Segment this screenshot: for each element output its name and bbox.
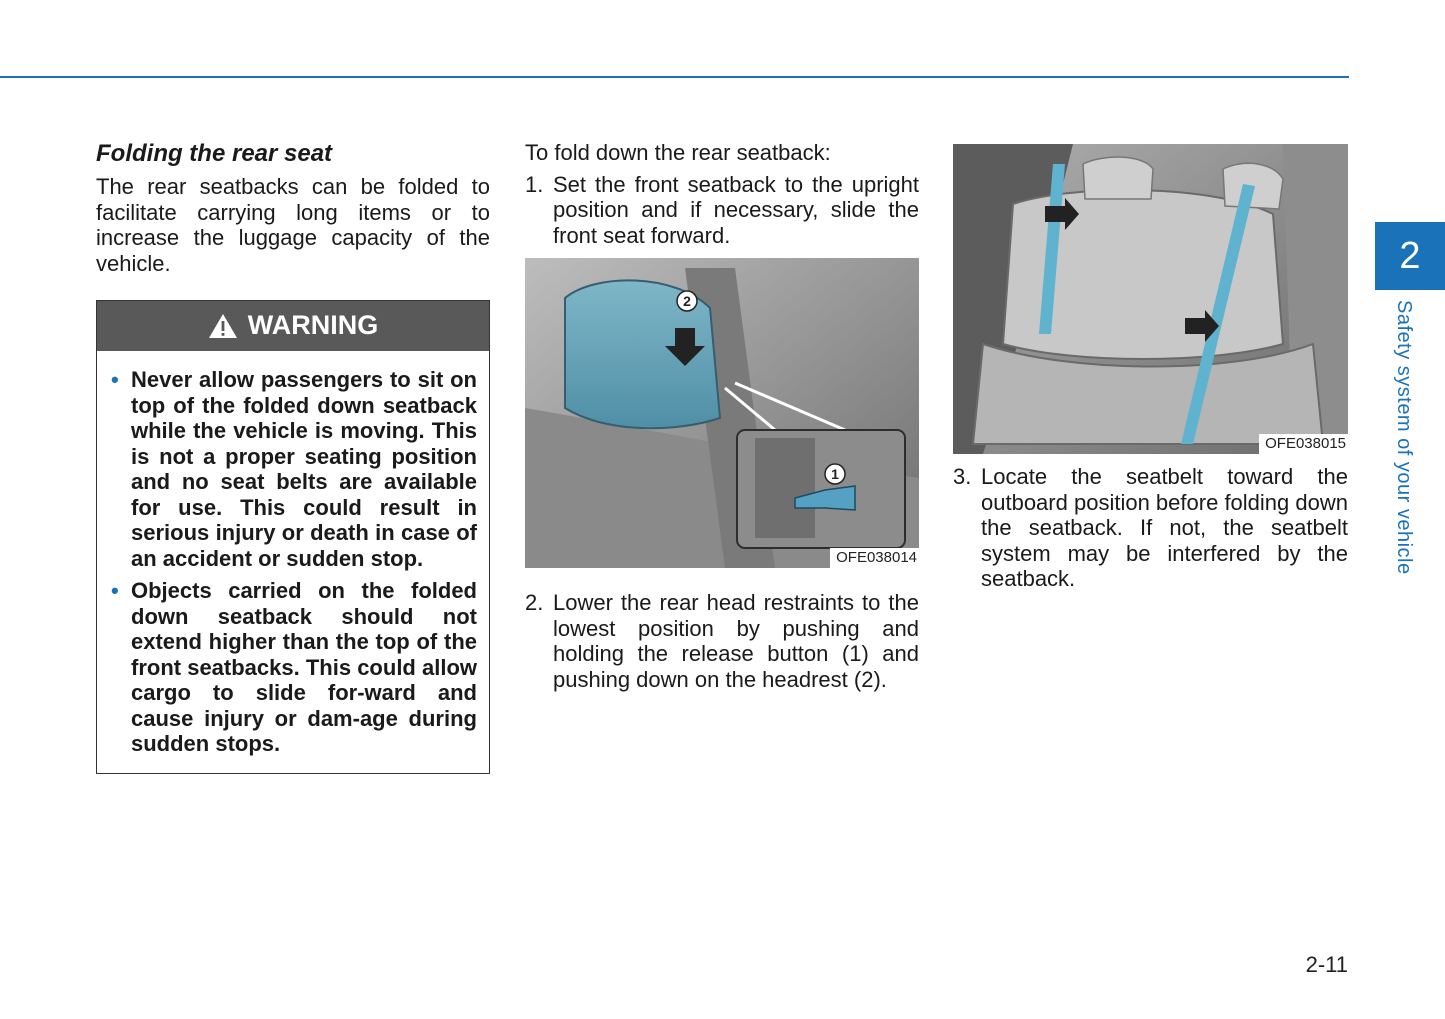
procedure-intro: To fold down the rear seatback: — [525, 140, 831, 165]
figure-headrest — [525, 258, 919, 568]
callout-1: 1 — [831, 466, 839, 482]
header-rule — [0, 76, 1349, 78]
warning-header — [97, 301, 489, 351]
step-text: Set the front seatback to the upright position and if necessary, slide the front seat forward. — [553, 171, 919, 248]
section-intro: The rear seatbacks can be folded to facilitate carrying long items or to increase the luggage capacity of the vehicle. — [96, 174, 490, 276]
step-number: 3. — [953, 464, 972, 489]
warning-list — [97, 351, 489, 773]
step-text: Locate the seatbelt toward the outboard position before folding down the seatback. If not, the seatbelt system may be interfered by the seatback. — [981, 464, 1348, 591]
figure-code: OFE038014 — [830, 548, 919, 568]
chapter-title: Safety system of your vehicle — [1393, 300, 1415, 575]
rear-seat-illustration — [953, 144, 1348, 454]
warning-label: WARNING — [247, 310, 379, 341]
figure-rear-seat — [953, 144, 1348, 454]
warning-item: • Objects carried on the folded down seatback should not extend higher than the top of the front seatbacks. This could allow cargo to slide for-ward and cause injury or dam-age during sudden stops. — [111, 578, 477, 756]
section-title: Folding the rear seat — [96, 140, 333, 167]
step-text: Lower the rear head restraints to the lowest position by pushing and holding the release button (1) and pushing down on the headrest (2). — [553, 590, 919, 692]
column-middle — [525, 140, 919, 692]
step-2 — [525, 590, 919, 692]
warning-item: • Never allow passengers to sit on top of the folded down seatback while the vehicle is moving. This is not a proper seating position and no seat belts are available for use. This could result in serious injury or death in case of an accident or sudden stop. — [111, 367, 477, 571]
headrest-illustration — [525, 258, 919, 568]
column-left — [96, 140, 490, 774]
step-number: 1. — [525, 171, 544, 197]
page-number: 2-11 — [1305, 952, 1348, 977]
warning-box — [96, 300, 490, 774]
bullet-icon: • — [111, 367, 119, 392]
figure-code: OFE038015 — [1259, 434, 1348, 454]
column-right — [953, 144, 1348, 592]
step-number: 2. — [525, 590, 544, 615]
warning-triangle-icon — [208, 313, 238, 339]
bullet-icon: • — [111, 578, 119, 603]
step-1 — [525, 172, 919, 249]
step-3 — [953, 464, 1348, 592]
callout-2: 2 — [683, 293, 691, 309]
chapter-tab[interactable]: 2 — [1375, 222, 1445, 290]
